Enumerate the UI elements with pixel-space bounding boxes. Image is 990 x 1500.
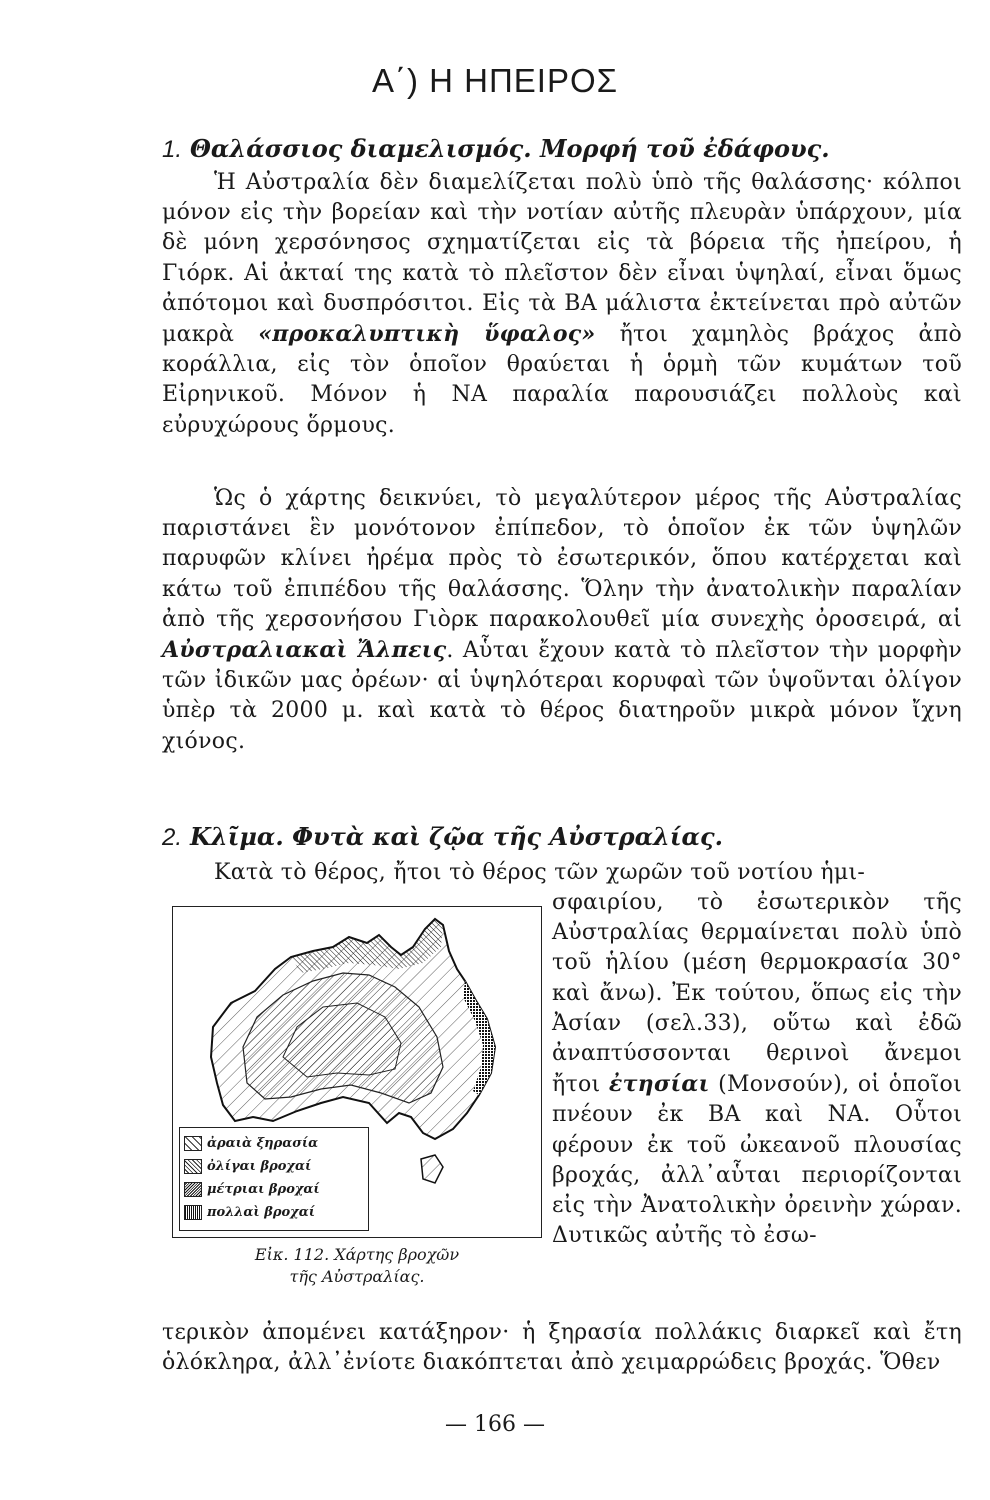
legend-swatch: [184, 1136, 202, 1151]
legend-row-4: [184, 1201, 364, 1224]
legend-swatch: [184, 1205, 202, 1220]
section-1-title: Θαλάσσιος διαμελισμός. Μορφή τοῦ ἐδάφους.: [190, 134, 830, 163]
rainfall-map-figure: [172, 906, 542, 1238]
chapter-title: Α΄) Η ΗΠΕΙΡΟΣ: [371, 62, 619, 99]
legend-row-2: [184, 1155, 364, 1178]
map-legend: [179, 1127, 369, 1231]
section-2-title-b: Φυτὰ καὶ ζῷα τῆς Αὐστραλίας.: [292, 822, 723, 851]
caption-line-2: τῆς Αὐστραλίας.: [289, 1267, 425, 1286]
section-2-number: 2.: [162, 824, 183, 851]
legend-label: ὀλίγαι βροχαί: [207, 1159, 312, 1174]
section-2-title-a: Κλῖμα.: [190, 822, 284, 851]
legend-row-1: [184, 1132, 364, 1155]
section-2-lead-line: Κατὰ τὸ θέρος, ἤτοι τὸ θέρος τῶν χωρῶν τοῦ νοτίου ἡμι-: [214, 860, 866, 885]
section-1-paragraph-1: [162, 168, 962, 441]
legend-row-3: [184, 1178, 364, 1201]
paragraph-text: σφαιρίου, τὸ ἐσωτερικὸν τῆς Αὐστραλίας θερμαίνεται πολὺ ὑπὸ τοῦ ἡλίου (μέση θερμοκρασία 30° καὶ ἄνω). Ἐκ τούτου, ὅπως εἰς τὴν Ἀσίαν (σελ.33), οὕτω καὶ ἐδῶ ἀναπτύσσονται θερινοὶ ἄνεμοι ἤτοι: [552, 890, 962, 1098]
paragraph-text: Ὡς ὁ χάρτης δεικνύει, τὸ μεγαλύτερον μέρος τῆς Αὐστραλίας παριστάνει ἓν μονότονον ἐπίπεδον, τὸ ὁποῖον ἐκ τῶν ὑψηλῶν παρυφῶν κλίνει ἠρέμα πρὸς τὸ ἐσωτερικόν, ὅπου κατέρχεται καὶ κάτω τοῦ ἐπιπέδου τῆς θαλάσσης. Ὅλην τὴν ἀνατολικὴν παραλίαν ἀπὸ τῆς χερσονήσου Γιὸρκ παρακολουθεῖ μία συνεχὴς ὀροσειρά, αἱ: [162, 486, 962, 632]
section-2-heading: [162, 822, 723, 852]
tasmania: [421, 1155, 443, 1183]
section-2-side-text: [552, 888, 962, 1251]
section-1-number: 1.: [162, 136, 183, 163]
legend-swatch: [184, 1182, 202, 1197]
section-1-paragraph-2: [162, 484, 962, 757]
section-1-heading: [162, 134, 830, 164]
figure-caption: [172, 1244, 542, 1288]
page-number: — 166 —: [445, 1412, 545, 1437]
legend-label: πολλαὶ βροχαί: [207, 1205, 316, 1220]
section-2-tail-text: τερικὸν ἀπομένει κατάξηρον· ἡ ξηρασία πολλάκις διαρκεῖ καὶ ἔτη ὁλόκληρα, ἀλλ᾽ἐνίοτε διακόπτεται ἀπὸ χειμαρρώδεις βροχάς. Ὅθεν: [162, 1320, 962, 1376]
caption-line-1: Εἰκ. 112. Χάρτης βροχῶν: [254, 1245, 460, 1264]
legend-label: μέτριαι βροχαί: [207, 1182, 320, 1197]
paragraph-text: Ἡ Αὐστραλία δὲν διαμελίζεται πολὺ ὑπὸ τῆς θαλάσσης· κόλποι μόνον εἰς τὴν βορείαν καὶ τὴν νοτίαν αὐτῆς πλευρὰν ὑπάρχουν, μία δὲ μόνη χερσόνησος σχηματίζεται εἰς τὰ βόρεια τῆς ἠπείρου, ἡ Γιόρκ. Αἱ ἀκταί της κατὰ τὸ πλεῖστον δὲν εἶναι ὑψηλαί, εἶναι ὅμως ἀπότομοι καὶ δυσπρόσιτοι. Εἰς τὰ ΒΑ μάλιστα ἐκτείνεται πρὸ αὐτῶν μακρὰ: [162, 170, 962, 348]
paragraph-text: ἤτοι χαμηλὸς βράχος ἀπὸ κοράλλια, εἰς τὸν ὁποῖον θραύεται ἡ ὁρμὴ τῶν κυμάτων τοῦ Εἰρηνικοῦ. Μόνον ἡ ΝΑ παραλία παρουσιάζει πολλοὺς καὶ εὐρυχώρους ὅρμους.: [162, 322, 962, 438]
paragraph-text: . Αὗται ἔχουν κατὰ τὸ πλεῖστον τὴν μορφὴν τῶν ἰδικῶν μας ὀρέων· αἱ ὑψηλότεραι κορυφαὶ τῶν ὑψοῦνται ὀλίγον ὑπὲρ τὰ 2000 μ. καὶ κατὰ τὸ θέρος διατηροῦν μικρὰ μόνον ἴχνη χιόνος.: [162, 638, 962, 754]
legend-label: ἀραιὰ ξηρασία: [207, 1136, 319, 1151]
emphasis-etesians: ἐτησίαι: [608, 1071, 710, 1098]
emphasis-alps: Αὐστραλιακαὶ Ἄλπεις: [162, 637, 447, 664]
legend-swatch: [184, 1159, 202, 1174]
emphasis-reef: «προκαλυπτικὴ ὕφαλος»: [258, 321, 596, 348]
paragraph-text: (Μονσούν), οἱ ὁποῖοι πνέουν ἐκ ΒΑ καὶ ΝΑ. Οὗτοι φέρουν ἐκ τοῦ ὠκεανοῦ πλουσίας βροχάς, ἀλλ᾽αὗται περιορίζονται εἰς τὴν Ἀνατολικὴν ὀρεινὴν χώραν. Δυτικῶς αὐτῆς τὸ ἐσω-: [552, 1072, 963, 1249]
